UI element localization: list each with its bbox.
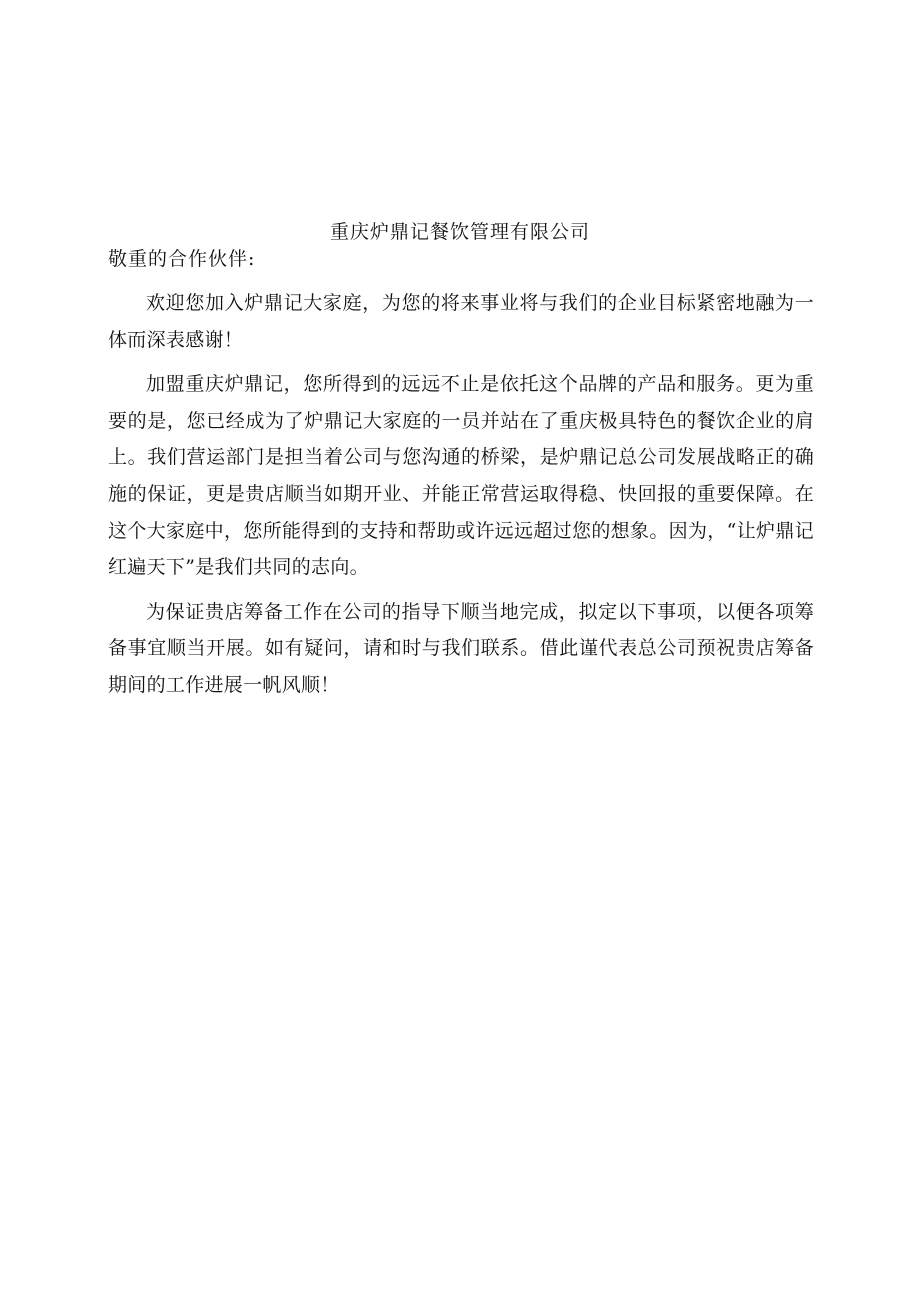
paragraph-franchise: 加盟重庆炉鼎记，您所得到的远远不止是依托这个品牌的产品和服务。更为重要的是，您已经成为了炉鼎记大家庭的一员并站在了重庆极具特色的餐饮企业的肩上。我们营运部门是担当着公司与您沟通的桥梁，是炉鼎记总公司发展战略正的确施的保证，更是贵店顺当如期开业、并能正常营运取得稳、快回报的重要保障。在这个大家庭中，您所能得到的支持和帮助或许远远超过您的想象。因为，“让炉鼎记红遍天下”是我们共同的志向。 [108, 373, 814, 579]
paragraph-preparation: 为保证贵店筹备工作在公司的指导下顺当地完成，拟定以下事项，以便各项筹备事宜顺当开展。如有疑问，请和时与我们联系。借此谨代表总公司预祝贵店筹备期间的工作进展一帆风顺！ [108, 600, 814, 696]
paragraph-welcome: 欢迎您加入炉鼎记大家庭，为您的将来事业将与我们的企业目标紧密地融为一体而深表感谢！ [108, 292, 814, 351]
letter-body [108, 285, 814, 712]
salutation: 敬重的合作伙伴: [108, 248, 256, 270]
company-title: 重庆炉鼎记餐饮管理有限公司 [329, 221, 590, 243]
